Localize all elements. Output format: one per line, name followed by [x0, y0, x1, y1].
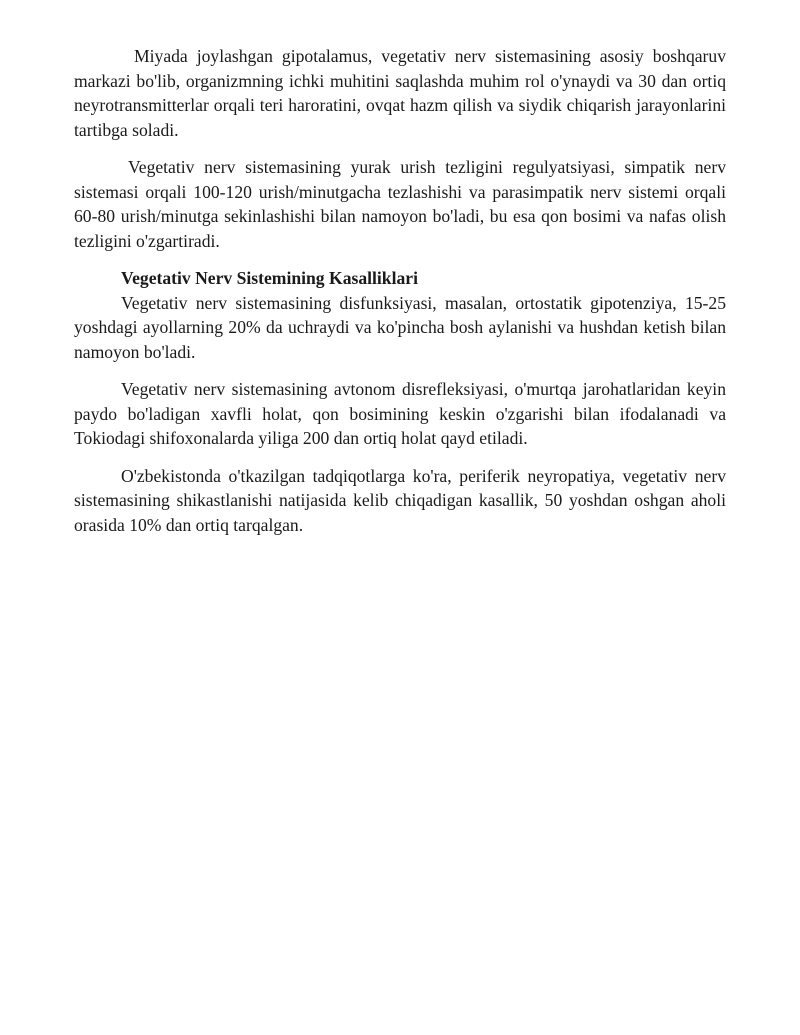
section-heading: Vegetativ Nerv Sistemining Kasalliklari [121, 268, 418, 288]
paragraph-dysfunction: Vegetativ nerv sistemasining disfunksiyasi, masalan, ortostatik gipotenziya, 15-25 yoshdagi ayollarning 20% da uchraydi va ko'pincha bosh aylanishi va hushdan ketish bilan namoyon bo'ladi. [74, 292, 726, 362]
paragraph-hypothalamus: Miyada joylashgan gipotalamus, vegetativ nerv sistemasining asosiy boshqaruv markazi bo'lib, organizmning ichki muhitini saqlashda muhim rol o'ynaydi va 30 dan ortiq neyrotransmitterlar orqali teri haroratini, ovqat hazm qilish va siydik chiqarish jarayonlarini tartibga soladi. [74, 46, 726, 140]
paragraph-neuropathy: O'zbekistonda o'tkazilgan tadqiqotlarga ko'ra, periferik neyropatiya, vegetativ nerv sistemasining shikastlanishi natijasida kelib chiqadigan kasallik, 50 yoshdan oshgan aholi orasida 10% dan ortiq tarqalgan. [74, 465, 726, 535]
document-page [74, 44, 726, 537]
paragraph-heart-rate: Vegetativ nerv sistemasining yurak urish tezligini regulyatsiyasi, simpatik nerv sistemasi orqali 100-120 urish/minutgacha tezlashishi va parasimpatik nerv sistemi orqali 60-80 urish/minutga sekinlashishi bilan namoyon bo'ladi, bu esa qon bosimi va nafas olish tezligini o'zgartiradi. [74, 157, 726, 251]
paragraph-dysreflexia: Vegetativ nerv sistemasining avtonom disrefleksiyasi, o'murtqa jarohatlaridan keyin paydo bo'ladigan xavfli holat, qon bosimining keskin o'zgarishi bilan ifodalanadi va Tokiodagi shifoxonalarda yiliga 200 dan ortiq holat qayd etiladi. [74, 379, 726, 448]
